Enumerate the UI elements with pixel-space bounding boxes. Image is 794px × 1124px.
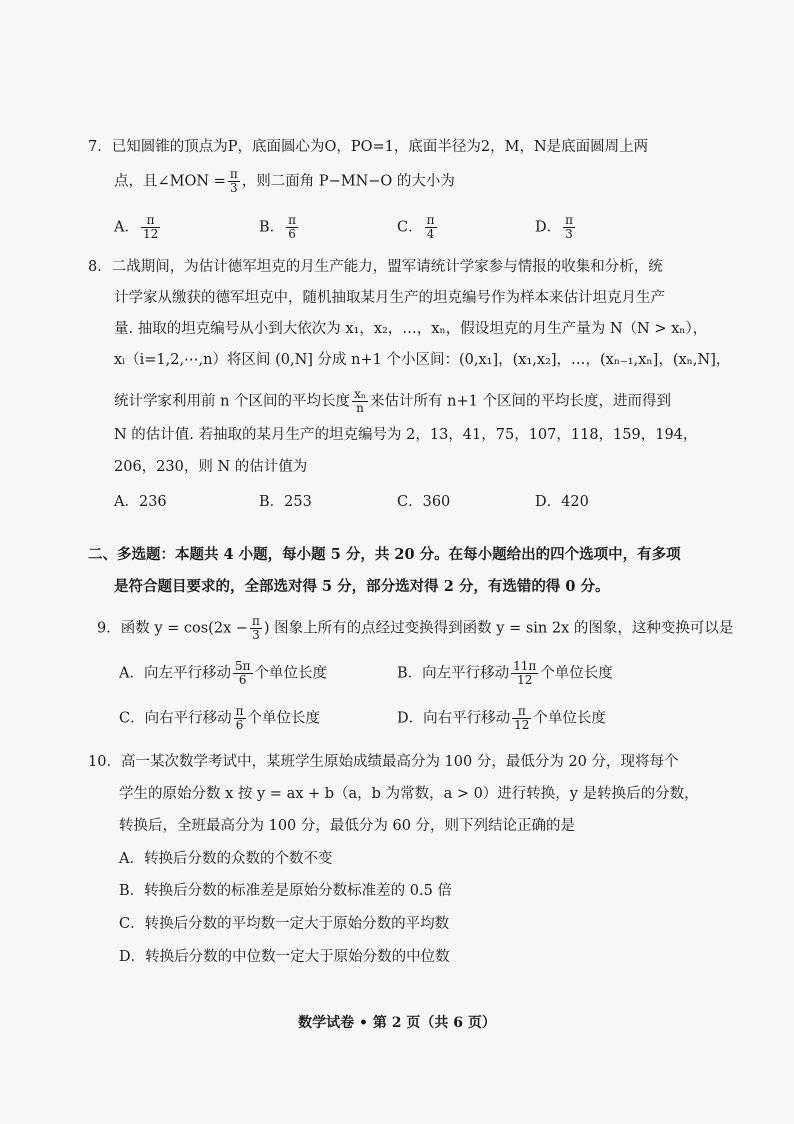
q10-option-b: B．转换后分数的标准差是原始分数标准差的 0.5 倍 bbox=[119, 883, 452, 899]
fraction-denominator: 6 bbox=[235, 718, 244, 732]
fraction-denominator: 6 bbox=[238, 673, 247, 687]
fraction-denominator: 12 bbox=[514, 718, 530, 732]
section-2-heading-line-1: 二、多选题：本题共 4 小题，每小题 5 分，共 20 分。在每小题给出的四个选项中，有多项 bbox=[88, 546, 681, 563]
section-2-heading-line-2: 是符合题目要求的，全部选对得 5 分，部分选对得 2 分，有选错的得 0 分。 bbox=[114, 578, 610, 595]
option-text: D．向右平行移动 bbox=[397, 710, 511, 727]
q8-line-2: 计学家从缴获的德军坦克中，随机抽取某月生产的坦克编号作为样本来估计坦克月生产 bbox=[114, 290, 665, 306]
option-fraction bbox=[141, 214, 160, 241]
q9-option-d bbox=[397, 705, 606, 732]
fraction-numerator: xₙ bbox=[354, 387, 367, 401]
option-text: 个单位长度 bbox=[533, 710, 606, 727]
q7-option-b bbox=[259, 214, 300, 241]
q10-option-a: A．转换后分数的众数的个数不变 bbox=[119, 851, 333, 867]
q7-fraction bbox=[228, 168, 240, 195]
q10-line-3: 转换后，全班最高分为 100 分，最低分为 60 分，则下列结论正确的是 bbox=[119, 818, 576, 834]
q9-option-c bbox=[119, 705, 320, 732]
page-footer: 数学试卷 • 第 2 页（共 6 页） bbox=[298, 1015, 496, 1031]
q8-line-5-pre: 统计学家利用前 n 个区间的平均长度 bbox=[114, 393, 351, 410]
q8-line-7: 206，230，则 N 的估计值为 bbox=[114, 459, 308, 475]
option-fraction bbox=[563, 214, 575, 241]
q7-option-a bbox=[114, 214, 162, 241]
fraction-denominator: 12 bbox=[142, 227, 159, 241]
option-label: B． bbox=[259, 219, 285, 236]
q7-line-2-pre: 点，且∠MON = bbox=[114, 173, 226, 190]
q9-fraction bbox=[250, 615, 262, 642]
q9-stem-pre: 9．函数 y = cos(2x − bbox=[97, 620, 249, 637]
fraction-denominator: 3 bbox=[252, 628, 260, 642]
q10-line-2: 学生的原始分数 x 按 y = ax + b（a，b 为常数，a > 0）进行转换，y 是转换后的分数， bbox=[119, 786, 699, 802]
option-text: 个单位长度 bbox=[254, 665, 328, 682]
q10-line-1: 10．高一某次数学考试中，某班学生原始成绩最高分为 100 分，最低分为 20 分，现将每个 bbox=[88, 754, 679, 770]
q8-line-4: xᵢ（i=1,2,⋯,n）将区间 (0,N] 分成 n+1 个小区间：(0,x₁]，(x₁,x₂]，…，(xₙ₋₁,xₙ]，(xₙ,N]， bbox=[114, 352, 731, 368]
option-fraction bbox=[286, 214, 298, 241]
fraction-numerator: 11π bbox=[513, 659, 537, 673]
q10-option-c: C．转换后分数的平均数一定大于原始分数的平均数 bbox=[119, 916, 450, 932]
option-label: D． bbox=[535, 219, 562, 236]
option-fraction bbox=[234, 705, 246, 732]
q9-option-a bbox=[119, 660, 327, 687]
q8-option-d: D．420 bbox=[535, 494, 589, 510]
q7-line-2-post: ，则二面角 P−MN−O 的大小为 bbox=[241, 173, 455, 190]
q7-line-2 bbox=[114, 168, 455, 195]
fraction-denominator: 3 bbox=[229, 181, 238, 195]
fraction-numerator: π bbox=[426, 213, 435, 227]
q9-option-b bbox=[397, 660, 613, 687]
q8-option-a: A．236 bbox=[114, 494, 167, 510]
fraction-numerator: π bbox=[288, 213, 297, 227]
fraction-numerator: 5π bbox=[234, 659, 251, 673]
q9-stem-post: ) 图象上所有的点经过变换得到函数 y = sin 2x 的图象，这种变换可以是 bbox=[263, 620, 734, 637]
fraction-numerator: π bbox=[565, 213, 574, 227]
option-text: 个单位长度 bbox=[540, 665, 613, 682]
q8-fraction bbox=[352, 388, 368, 415]
option-label: C． bbox=[397, 219, 423, 236]
option-text: C．向右平行移动 bbox=[119, 710, 232, 727]
fraction-denominator: 4 bbox=[426, 227, 435, 241]
q8-line-5-post: 来估计所有 n+1 个区间的平均长度，进而得到 bbox=[370, 393, 671, 410]
fraction-denominator: n bbox=[356, 401, 364, 415]
q8-line-3: 量. 抽取的坦克编号从小到大依次为 x₁，x₂，…，xₙ，假设坦克的月生产量为 N（N > xₙ）， bbox=[114, 321, 708, 337]
fraction-numerator: π bbox=[141, 214, 160, 228]
option-text: A．向左平行移动 bbox=[119, 665, 231, 682]
q8-line-6: N 的估计值. 若抽取的某月生产的坦克编号为 2，13，41，75，107，118，159，194， bbox=[114, 427, 698, 443]
option-fraction bbox=[511, 660, 538, 687]
fraction-numerator: π bbox=[512, 705, 531, 719]
option-fraction bbox=[233, 660, 253, 687]
q8-option-c: C．360 bbox=[397, 494, 451, 510]
option-fraction bbox=[425, 214, 437, 241]
fraction-denominator: 12 bbox=[517, 673, 533, 687]
fraction-numerator: π bbox=[229, 167, 238, 181]
q8-option-b: B．253 bbox=[259, 494, 312, 510]
q7-option-c bbox=[397, 214, 439, 241]
q8-line-5 bbox=[114, 388, 671, 415]
option-text: 个单位长度 bbox=[247, 710, 320, 727]
q7-line-1: 7．已知圆锥的顶点为P，底面圆心为O，PO=1，底面半径为2，M，N是底面圆周上两 bbox=[88, 139, 649, 155]
q9-stem bbox=[97, 615, 733, 642]
q8-line-1: 8．二战期间，为估计德军坦克的月生产能力，盟军请统计学家参与情报的收集和分析，统 bbox=[88, 259, 663, 275]
option-text: B．向左平行移动 bbox=[397, 665, 510, 682]
q10-option-d: D．转换后分数的中位数一定大于原始分数的中位数 bbox=[119, 949, 450, 965]
fraction-numerator: π bbox=[252, 614, 260, 628]
q7-option-d bbox=[535, 214, 577, 241]
option-label: A． bbox=[114, 219, 139, 236]
fraction-numerator: π bbox=[235, 704, 244, 718]
fraction-denominator: 3 bbox=[565, 227, 573, 241]
fraction-denominator: 6 bbox=[288, 227, 296, 241]
option-fraction bbox=[512, 705, 531, 732]
